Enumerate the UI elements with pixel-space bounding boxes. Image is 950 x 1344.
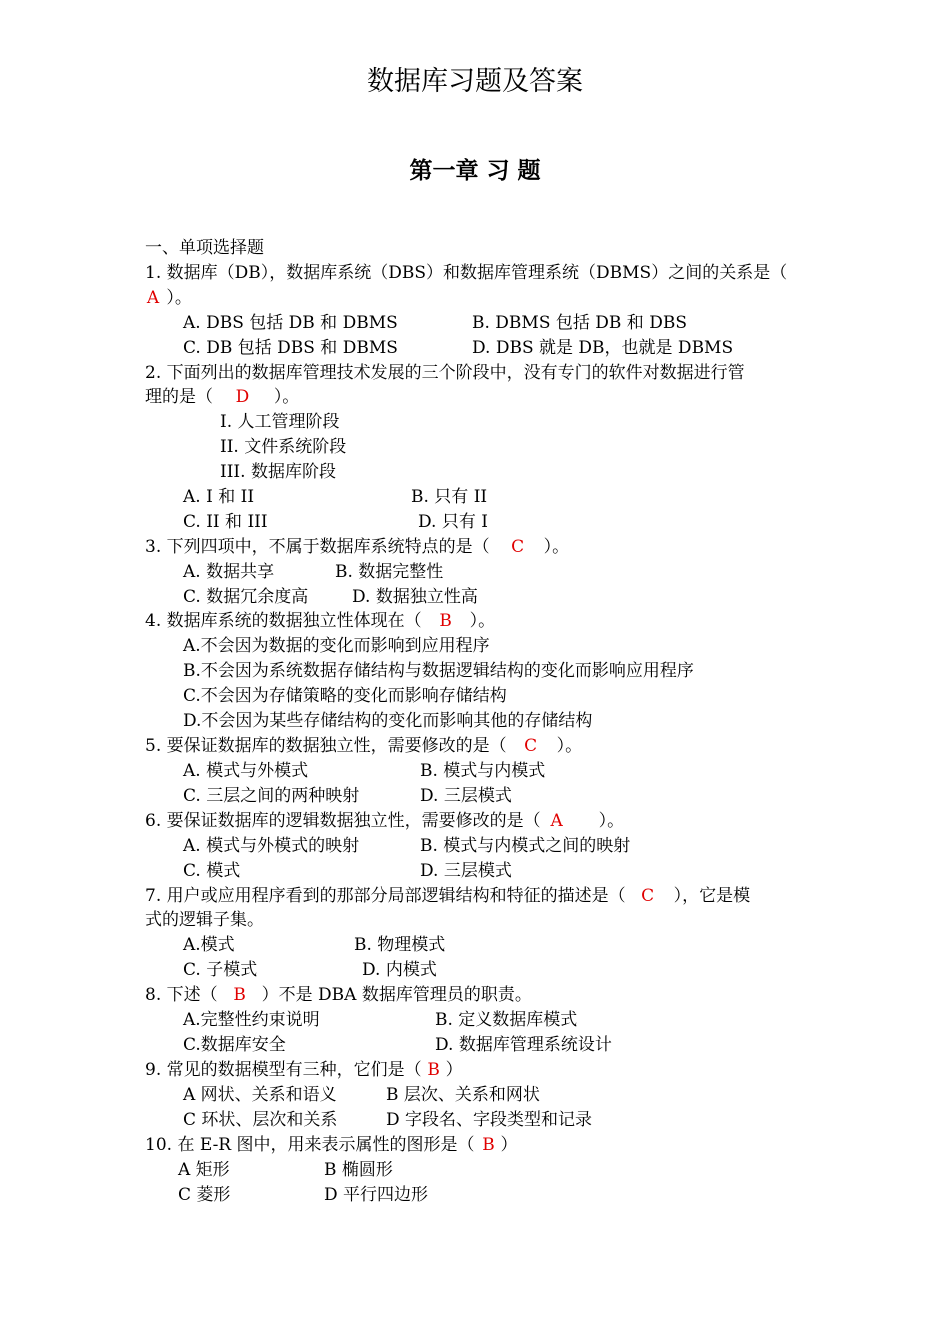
question-10-option-a: A 矩形: [178, 1160, 230, 1180]
question-2-option-a: A. I 和 II: [183, 487, 255, 507]
question-8-option-d: D. 数据库管理系统设计: [435, 1035, 612, 1055]
question-2-stage-2: II. 文件系统阶段: [220, 437, 347, 457]
question-6-answer: A: [550, 811, 563, 831]
question-4: [145, 610, 495, 632]
question-3-answer: C: [511, 537, 525, 557]
question-4-option-d: D.不会因为某些存储结构的变化而影响其他的存储结构: [183, 711, 593, 731]
question-9-pre: 9. 常见的数据模型有三种，它们是（: [145, 1060, 422, 1080]
question-4-option-b: B.不会因为系统数据存储结构与数据逻辑结构的变化而影响应用程序: [183, 661, 694, 681]
question-5-option-b: B. 模式与内模式: [420, 761, 546, 781]
question-4-pre: 4. 数据库系统的数据独立性体现在（: [145, 611, 422, 631]
chapter-heading: 第一章 习 题: [409, 158, 541, 184]
question-4-answer: B: [439, 611, 452, 631]
question-5-option-a: A. 模式与外模式: [183, 761, 309, 781]
question-2-pre: 理的是（: [145, 387, 213, 407]
question-10-pre: 10. 在 E-R 图中，用来表示属性的图形是（: [145, 1135, 475, 1155]
question-5-option-d: D. 三层模式: [420, 786, 512, 806]
question-7: [145, 885, 750, 907]
question-7-option-d: D. 内模式: [362, 960, 437, 980]
question-3-option-a: A. 数据共享: [183, 562, 275, 582]
question-9-option-b: B 层次、关系和网状: [386, 1085, 540, 1105]
question-1-cont: [145, 287, 192, 309]
question-9-option-a: A 网状、关系和语义: [183, 1085, 337, 1105]
question-3-pre: 3. 下列四项中，不属于数据库系统特点的是（: [145, 537, 490, 557]
question-1-tail: ）。: [166, 288, 192, 308]
document-title: 数据库习题及答案: [367, 66, 583, 97]
question-7-answer: C: [641, 886, 655, 906]
question-4-option-a: A.不会因为数据的变化而影响到应用程序: [183, 636, 490, 656]
question-10-tail: ）: [500, 1135, 518, 1155]
question-8-option-b: B. 定义数据库模式: [435, 1010, 578, 1030]
question-1-answer: A: [146, 288, 160, 308]
question-8-option-a: A.完整性约束说明: [183, 1010, 320, 1030]
question-3-option-c: C. 数据冗余度高: [183, 587, 309, 607]
question-10-answer: B: [482, 1135, 495, 1155]
question-10-option-c: C 菱形: [178, 1185, 231, 1205]
question-7-option-b: B. 物理模式: [354, 935, 446, 955]
question-9-option-c: C 环状、层次和关系: [183, 1110, 338, 1130]
question-2-cont: [145, 386, 299, 408]
question-8-pre: 8. 下述（: [145, 985, 218, 1005]
question-5: [145, 735, 582, 757]
question-10-option-b: B 椭圆形: [324, 1160, 393, 1180]
question-4-tail: ）。: [469, 611, 496, 631]
question-8-tail: ）不是 DBA 数据库管理员的职责。: [261, 985, 532, 1005]
question-1-option-c: C. DB 包括 DBS 和 DBMS: [183, 338, 398, 358]
question-3-option-b: B. 数据完整性: [335, 562, 444, 582]
question-9-option-d: D 字段名、字段类型和记录: [386, 1110, 593, 1130]
question-8: [145, 984, 532, 1006]
question-3: [145, 536, 569, 558]
section-heading: 一、单项选择题: [145, 238, 264, 258]
question-10-option-d: D 平行四边形: [324, 1185, 429, 1205]
question-6-option-d: D. 三层模式: [420, 861, 512, 881]
question-9: [145, 1059, 463, 1081]
question-2-stage-3: III. 数据库阶段: [220, 462, 336, 482]
question-7-pre: 7. 用户或应用程序看到的那部分局部逻辑结构和特征的描述是（: [145, 886, 626, 906]
question-4-option-c: C.不会因为存储策略的变化而影响存储结构: [183, 686, 507, 706]
question-3-tail: ）。: [543, 537, 570, 557]
question-7-option-c: C. 子模式: [183, 960, 258, 980]
question-6-option-a: A. 模式与外模式的映射: [183, 836, 360, 856]
question-10: [145, 1134, 518, 1156]
question-7-cont: 式的逻辑子集。: [145, 910, 264, 930]
question-9-answer: B: [427, 1060, 440, 1080]
question-6-option-b: B. 模式与内模式之间的映射: [420, 836, 631, 856]
question-5-pre: 5. 要保证数据库的数据独立性，需要修改的是（: [145, 736, 507, 756]
question-5-answer: C: [524, 736, 538, 756]
question-2-option-d: D. 只有 I: [418, 512, 488, 532]
question-7-tail: ），它是模: [673, 886, 751, 906]
question-2-answer: D: [235, 387, 250, 407]
question-8-option-c: C.数据库安全: [183, 1035, 286, 1055]
question-2-stage-1: I. 人工管理阶段: [220, 412, 340, 432]
question-1-option-a: A. DBS 包括 DB 和 DBMS: [183, 313, 398, 333]
question-1: 1. 数据库（DB），数据库系统（DBS）和数据库管理系统（DBMS）之间的关系是（: [145, 263, 788, 283]
question-8-answer: B: [233, 985, 246, 1005]
question-6: [145, 810, 624, 832]
question-6-option-c: C. 模式: [183, 861, 241, 881]
question-1-option-b: B. DBMS 包括 DB 和 DBS: [472, 313, 687, 333]
question-5-option-c: C. 三层之间的两种映射: [183, 786, 360, 806]
question-6-pre: 6. 要保证数据库的逻辑数据独立性，需要修改的是（: [145, 811, 541, 831]
question-9-tail: ）: [445, 1060, 463, 1080]
question-2-option-c: C. II 和 III: [183, 512, 268, 532]
question-2-tail: ）。: [273, 387, 300, 407]
question-2: 2. 下面列出的数据库管理技术发展的三个阶段中，没有专门的软件对数据进行管: [145, 363, 745, 383]
question-7-option-a: A.模式: [183, 935, 235, 955]
question-1-option-d: D. DBS 就是 DB，也就是 DBMS: [472, 338, 734, 358]
question-2-option-b: B. 只有 II: [411, 487, 488, 507]
question-6-tail: ）。: [598, 811, 625, 831]
question-3-option-d: D. 数据独立性高: [352, 587, 478, 607]
question-5-tail: ）。: [556, 736, 583, 756]
